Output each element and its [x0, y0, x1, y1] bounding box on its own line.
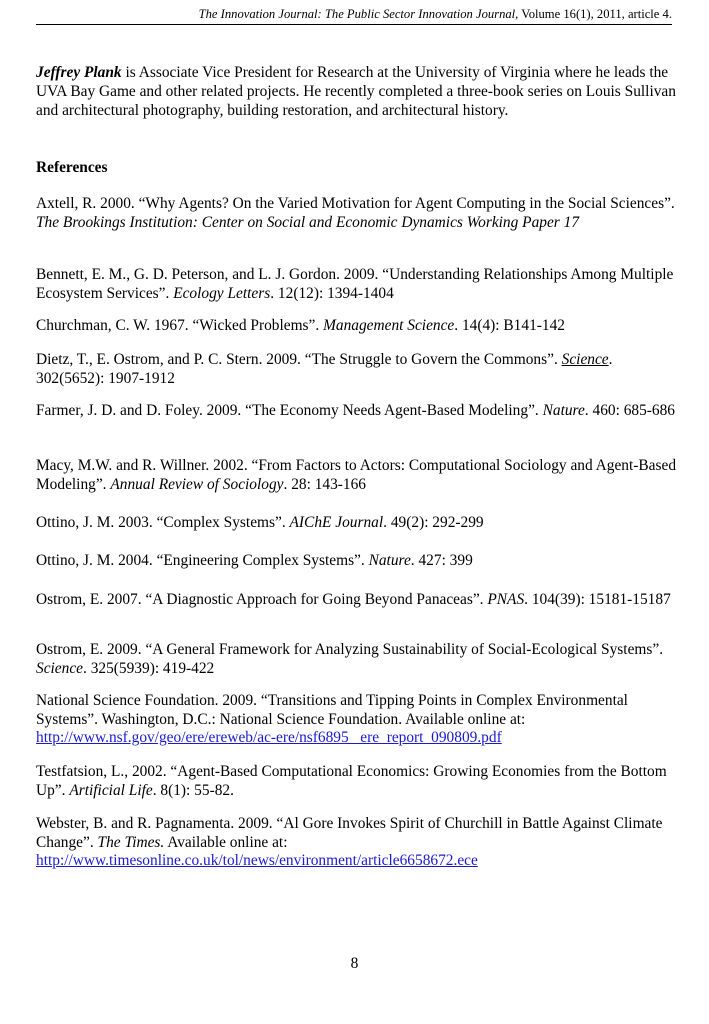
ref-details: . 460: 685-686: [584, 402, 675, 419]
reference-item: [36, 815, 676, 871]
ref-source: Management Science: [323, 317, 455, 334]
page-number: 8: [350, 955, 359, 972]
ref-text: Farmer, J. D. and D. Foley. 2009. “The Economy Needs Agent-Based Modeling”.: [36, 402, 543, 419]
bio-text: is Associate Vice President for Research at the University of Virginia where he leads the UVA Bay Game and other related projects. He recently completed a three-book series on Louis Sullivan and architectural photography, building restoration, and architectural history.: [36, 64, 676, 119]
nsf-report-link[interactable]: http://www.nsf.gov/geo/ere/ereweb/ac-ere/nsf6895 _ere_report_090809.pdf: [36, 729, 502, 746]
reference-item: [36, 457, 676, 494]
ref-text: Dietz, T., E. Ostrom, and P. C. Stern. 2009. “The Struggle to Govern the Commons”.: [36, 351, 562, 368]
ref-source: Ecology Letters: [173, 284, 271, 302]
reference-item: [36, 552, 676, 571]
ref-text: Ottino, J. M. 2004. “Engineering Complex Systems”.: [36, 552, 369, 569]
reference-item: [36, 195, 676, 232]
ref-details: . 427: 399: [410, 552, 473, 569]
ref-text: Macy, M.W. and R. Willner. 2002. “From Factors to Actors: Computational Sociology and Agent-Based Modeling”.: [36, 457, 677, 493]
ref-source: The Brookings Institution: Center on Social and Economic Dynamics Working Paper 17: [36, 213, 580, 231]
reference-item: [36, 641, 676, 678]
reference-item: [36, 763, 676, 800]
ref-text: National Science Foundation. 2009. “Transitions and Tipping Points in Complex Environmental Systems”. Washington, D.C.: National Science Foundation. Available online at:: [36, 692, 628, 728]
ref-details: . 14(4): B141-142: [454, 317, 565, 334]
ref-text: Churchman, C. W. 1967. “Wicked Problems”.: [36, 317, 324, 334]
ref-text: Axtell, R. 2000. “Why Agents? On the Varied Motivation for Agent Computing in the Social Sciences”.: [36, 195, 675, 212]
references-heading: References: [36, 159, 108, 176]
ref-source: Nature: [368, 552, 411, 569]
ref-source: Science: [36, 659, 83, 677]
ref-source: PNAS: [487, 591, 525, 608]
volume-info: Volume 16(1), 2011, article 4.: [518, 7, 672, 21]
reference-item: [36, 402, 676, 421]
ref-details: . 8(1): 55-82.: [152, 781, 234, 799]
ref-details: . 49(2): 292-299: [383, 514, 484, 531]
ref-text: Ottino, J. M. 2003. “Complex Systems”.: [36, 514, 290, 531]
ref-text: Bennett, E. M., G. D. Peterson, and L. J. Gordon. 2009. “Understanding Relationships Among Multiple Ecosystem Services”.: [36, 266, 674, 302]
ref-text: Ostrom, E. 2007. “A Diagnostic Approach for Going Beyond Panaceas”.: [36, 591, 488, 608]
reference-item: [36, 351, 676, 388]
times-article-link[interactable]: http://www.timesonline.co.uk/tol/news/environment/article6658672.ece: [36, 852, 478, 869]
ref-source: Nature: [542, 402, 585, 419]
ref-details: Available online at:: [164, 833, 288, 851]
ref-details: . 12(12): 1394-1404: [270, 284, 394, 302]
reference-item: [36, 266, 676, 303]
ref-details: . 28: 143-166: [283, 475, 367, 493]
reference-item: [36, 591, 676, 610]
author-bio: [36, 63, 676, 120]
reference-item: [36, 514, 676, 533]
ref-source: Annual Review of Sociology: [110, 475, 284, 493]
ref-text: Testfatsion, L., 2002. “Agent-Based Computational Economics: Growing Economies from the Bottom Up”.: [36, 763, 667, 799]
author-name: Jeffrey Plank: [36, 64, 122, 81]
journal-title: The Innovation Journal: The Public Sector Innovation Journal,: [198, 7, 519, 21]
ref-details: . 104(39): 15181-15187: [524, 591, 671, 608]
ref-source: Science: [561, 351, 609, 368]
ref-text: Webster, B. and R. Pagnamenta. 2009. “Al Gore Invokes Spirit of Churchill in Battle Against Climate Change”.: [36, 815, 663, 851]
ref-text: Ostrom, E. 2009. “A General Framework for Analyzing Sustainability of Social-Ecological Systems”.: [36, 641, 664, 658]
reference-item: [36, 317, 676, 336]
ref-details: . 325(5939): 419-422: [83, 659, 215, 677]
ref-source: The Times.: [97, 833, 165, 851]
reference-item: [36, 692, 676, 748]
ref-source: Artificial Life: [69, 781, 153, 799]
ref-details: . 302(5652): 1907-1912: [36, 351, 613, 387]
running-header: [36, 6, 672, 25]
ref-source: AIChE Journal: [289, 514, 384, 531]
